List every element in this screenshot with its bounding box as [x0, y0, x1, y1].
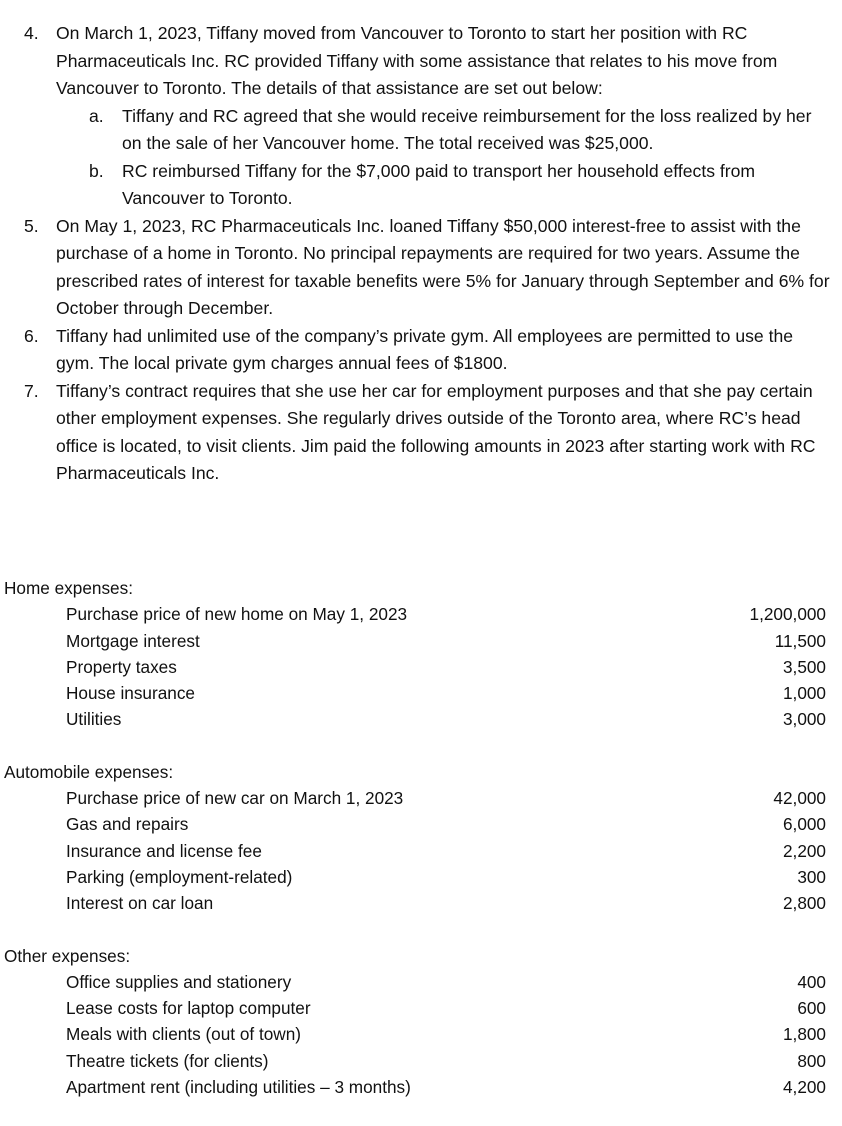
- sub-item-text: RC reimbursed Tiffany for the $7,000 paid to transport her household effects from Vancouver to Toronto.: [122, 160, 756, 208]
- expense-amount: 11,500: [774, 630, 826, 651]
- sub-item-text: Tiffany and RC agreed that she would receive reimbursement for the loss realized by her on the sale of her Vancouver home. The total received was $25,000.: [122, 105, 812, 153]
- expense-label: Lease costs for laptop computer: [66, 998, 311, 1019]
- expense-amount: 42,000: [773, 788, 826, 809]
- expense-amount: 300: [797, 866, 826, 887]
- expense-row: [0, 628, 842, 654]
- expense-row: [0, 1021, 842, 1047]
- expense-label: Apartment rent (including utilities – 3 months): [66, 1077, 411, 1098]
- expense-row: [0, 654, 842, 680]
- expense-row: [0, 706, 842, 732]
- expense-label: Insurance and license fee: [66, 840, 262, 861]
- expense-label: House insurance: [66, 683, 195, 704]
- expense-row: [0, 995, 842, 1021]
- question-7: [0, 378, 842, 488]
- expense-label: Parking (employment-related): [66, 866, 293, 887]
- expense-row: [0, 890, 842, 916]
- expense-row: [0, 864, 842, 890]
- home-expenses-section: [0, 575, 842, 733]
- expense-row: [0, 1048, 842, 1074]
- expense-label: Theatre tickets (for clients): [66, 1050, 269, 1071]
- section-heading: Home expenses:: [4, 578, 133, 598]
- sub-item-a: [56, 103, 834, 158]
- expense-amount: 600: [797, 998, 826, 1019]
- expense-amount: 3,000: [782, 709, 826, 730]
- question-6: [0, 323, 842, 378]
- automobile-expenses-section: [0, 759, 842, 917]
- expense-label: Gas and repairs: [66, 814, 189, 835]
- expense-amount: 3,500: [782, 656, 826, 677]
- expense-amount: 1,000: [782, 683, 826, 704]
- sub-item-letter: b.: [89, 160, 104, 181]
- expense-row: [0, 811, 842, 837]
- expense-amount: 400: [797, 971, 826, 992]
- expense-amount: 6,000: [782, 814, 826, 835]
- expense-label: Purchase price of new car on March 1, 2023: [66, 788, 404, 809]
- expense-amount: 1,800: [782, 1024, 826, 1045]
- question-number: 4.: [24, 23, 39, 43]
- question-text: On March 1, 2023, Tiffany moved from Vancouver to Toronto to start her position with RC Pharmaceuticals Inc. RC provided Tiffany with some assistance that relates to his move from Vancouver to Toronto. The details of that assistance are set out below:: [56, 23, 778, 98]
- expense-label: Mortgage interest: [66, 630, 200, 651]
- expense-amount: 4,200: [782, 1077, 826, 1098]
- question-5: [0, 213, 842, 323]
- expense-row: [0, 838, 842, 864]
- sub-item-b: [56, 158, 834, 213]
- expense-label: Office supplies and stationery: [66, 971, 292, 992]
- expense-label: Property taxes: [66, 656, 177, 677]
- expense-amount: 2,200: [782, 840, 826, 861]
- expense-amount: 800: [797, 1050, 826, 1071]
- expense-schedule: [0, 575, 842, 1126]
- sub-item-letter: a.: [89, 105, 104, 126]
- question-text: Tiffany’s contract requires that she use her car for employment purposes and that she pay certain other employment expenses. She regularly drives outside of the Toronto area, where RC’s head office is located, to visit clients. Jim paid the following amounts in 2023 after starting work with RC Pharmaceuticals Inc.: [56, 380, 816, 483]
- expense-label: Purchase price of new home on May 1, 2023: [66, 604, 408, 625]
- sub-item-list: [56, 103, 834, 213]
- section-heading: Automobile expenses:: [4, 761, 174, 782]
- question-text: Tiffany had unlimited use of the company’s private gym. All employees are permitted to use the gym. The local private gym charges annual fees of $1800.: [56, 325, 794, 373]
- section-heading: Other expenses:: [4, 945, 131, 966]
- expense-amount: 2,800: [782, 893, 826, 914]
- other-expenses-section: [0, 943, 842, 1101]
- question-4: [0, 20, 842, 213]
- question-number: 5.: [24, 215, 39, 236]
- expense-row: [0, 601, 842, 627]
- question-number: 7.: [24, 380, 39, 401]
- expense-row: [0, 1074, 842, 1100]
- expense-label: Interest on car loan: [66, 893, 214, 914]
- question-text: On May 1, 2023, RC Pharmaceuticals Inc. loaned Tiffany $50,000 interest-free to assist with the purchase of a home in Toronto. No principal repayments are required for two years. Assume the prescribed rates of interest for taxable benefits were 5% for January through September and 6% for October through December.: [56, 215, 830, 318]
- expense-amount: 1,200,000: [749, 604, 826, 625]
- question-number: 6.: [24, 325, 39, 346]
- expense-row: [0, 680, 842, 706]
- expense-row: [0, 785, 842, 811]
- expense-label: Meals with clients (out of town): [66, 1024, 301, 1045]
- question-list: [0, 20, 842, 488]
- expense-row: [0, 969, 842, 995]
- expense-label: Utilities: [66, 709, 122, 730]
